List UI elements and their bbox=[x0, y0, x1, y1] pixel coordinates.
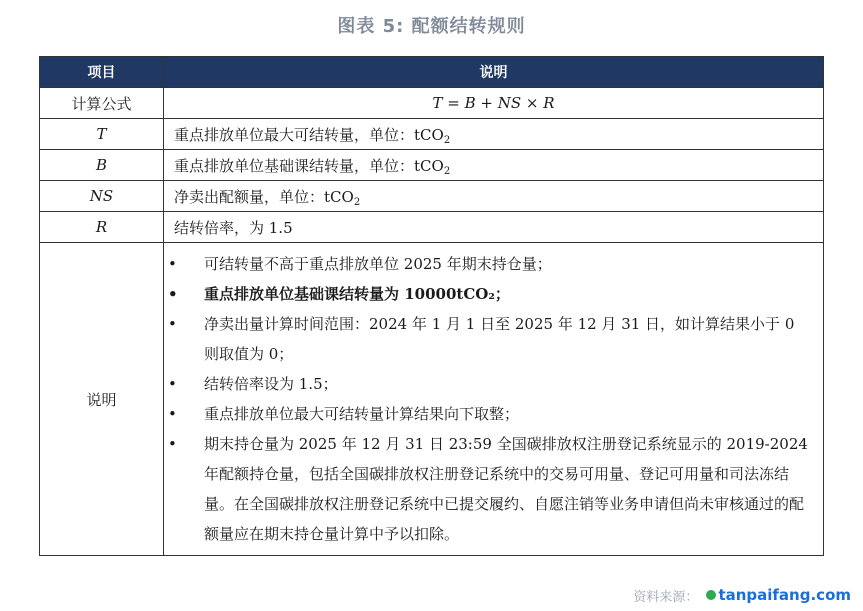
table-row bbox=[40, 150, 824, 181]
table-row bbox=[40, 181, 824, 212]
row-item-ns: NS bbox=[40, 181, 164, 212]
row-item-r: R bbox=[40, 212, 164, 243]
formula-text: T = B + NS × R bbox=[164, 88, 824, 119]
list-item: • 重点排放单位基础课结转量为 10000tCO₂； bbox=[164, 279, 813, 309]
carryover-rules-table bbox=[39, 56, 824, 556]
row-desc-b bbox=[164, 150, 824, 181]
subscript: 2 bbox=[353, 196, 361, 208]
header-item: 项目 bbox=[40, 57, 164, 88]
watermark bbox=[633, 585, 855, 605]
row-item-t: T bbox=[40, 119, 164, 150]
brand-logo-icon bbox=[706, 590, 716, 600]
subscript: 2 bbox=[443, 165, 451, 177]
brand-text: tanpaifang.com bbox=[718, 586, 851, 604]
row-desc-r: 结转倍率，为 1.5 bbox=[164, 212, 824, 243]
list-item: • 可结转量不高于重点排放单位 2025 年期末持仓量； bbox=[164, 249, 813, 279]
row-item-notes: 说明 bbox=[40, 243, 164, 556]
desc-text: 重点排放单位基础课结转量，单位：tCO bbox=[174, 156, 444, 175]
table-row bbox=[40, 88, 824, 119]
table-row bbox=[40, 119, 824, 150]
table-row bbox=[40, 243, 824, 556]
row-desc-ns bbox=[164, 181, 824, 212]
row-desc-t bbox=[164, 119, 824, 150]
table-row bbox=[40, 212, 824, 243]
desc-text: 重点排放单位最大可结转量，单位：tCO bbox=[174, 125, 444, 144]
figure-title: 图表 5: 配额结转规则 bbox=[337, 16, 526, 37]
notes-cell bbox=[164, 243, 824, 556]
row-item-formula: 计算公式 bbox=[40, 88, 164, 119]
list-item: • 重点排放单位最大可结转量计算结果向下取整； bbox=[164, 399, 813, 429]
row-item-b: B bbox=[40, 150, 164, 181]
source-label: 资料来源： bbox=[633, 589, 699, 605]
brand-watermark bbox=[702, 585, 855, 605]
desc-text: 净卖出配额量，单位：tCO bbox=[174, 187, 354, 206]
list-item: • 期末持仓量为 2025 年 12 月 31 日 23:59 全国碳排放权注册登记系统显示的 2019-2024 年配额持仓量，包括全国碳排放权注册登记系统中的交易可用量、登记可用量和司法冻结量。在全国碳排放权注册登记系统中已提交履约、自愿注销等业务申请但尚未审核通过的配额量应在期末持仓量计算中予以扣除。 bbox=[164, 429, 813, 549]
table-header-row bbox=[40, 57, 824, 88]
header-description: 说明 bbox=[164, 57, 824, 88]
list-item: • 净卖出量计算时间范围：2024 年 1 月 1 日至 2025 年 12 月 31 日，如计算结果小于 0 则取值为 0； bbox=[164, 309, 813, 369]
notes-list bbox=[164, 243, 813, 555]
list-item: • 结转倍率设为 1.5； bbox=[164, 369, 813, 399]
subscript: 2 bbox=[443, 134, 451, 146]
